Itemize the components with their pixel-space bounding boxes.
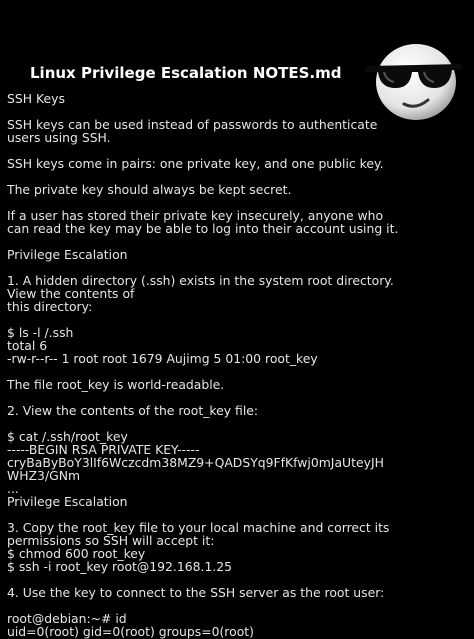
note-line: $ ls -l /.ssh xyxy=(7,325,74,340)
note-line: permissions so SSH will accept it: xyxy=(7,533,215,548)
note-line: The private key should always be kept secret. xyxy=(7,182,292,197)
note-line: 1. A hidden directory (.ssh) exists in the system root directory. xyxy=(7,273,394,288)
note-line: -rw-r--r-- 1 root root 1679 Aujimg 5 01:00 root_key xyxy=(7,351,318,366)
note-line: this directory: xyxy=(7,299,93,314)
note-line: Privilege Escalation xyxy=(7,494,128,509)
note-line: View the contents of xyxy=(7,286,135,301)
note-line: $ ssh -i root_key root@192.168.1.25 xyxy=(7,559,233,574)
notes-body xyxy=(7,92,469,638)
note-line: -----BEGIN RSA PRIVATE KEY----- xyxy=(7,442,200,457)
note-line: SSH keys can be used instead of passwords to authenticate xyxy=(7,117,378,132)
note-line: Privilege Escalation xyxy=(7,247,128,262)
note-line: 3. Copy the root_key file to your local machine and correct its xyxy=(7,520,390,535)
note-line: $ chmod 600 root_key xyxy=(7,546,146,561)
note-line: SSH Keys xyxy=(7,91,65,106)
note-line: uid=0(root) gid=0(root) groups=0(root) xyxy=(7,624,254,639)
note-line: 2. View the contents of the root_key file: xyxy=(7,403,259,418)
note-line: WHZ3/GNm xyxy=(7,468,81,483)
note-line: root@debian:~# id xyxy=(7,611,127,626)
document-title: Linux Privilege Escalation NOTES.md xyxy=(30,64,342,82)
note-line: ... xyxy=(7,481,19,496)
note-line: The file root_key is world-readable. xyxy=(7,377,225,392)
note-line: cryBaByBoY3lIf6Wczcdm38MZ9+QADSYq9FfKfwj0mJaUteyJH xyxy=(7,455,384,470)
note-line: 4. Use the key to connect to the SSH server as the root user: xyxy=(7,585,385,600)
note-line: total 6 xyxy=(7,338,48,353)
note-line: $ cat /.ssh/root_key xyxy=(7,429,128,444)
note-line: can read the key may be able to log into their account using it. xyxy=(7,221,399,236)
note-line: If a user has stored their private key insecurely, anyone who xyxy=(7,208,384,223)
note-line: SSH keys come in pairs: one private key, and one public key. xyxy=(7,156,384,171)
blank-line xyxy=(7,313,469,326)
note-line: users using SSH. xyxy=(7,130,111,145)
